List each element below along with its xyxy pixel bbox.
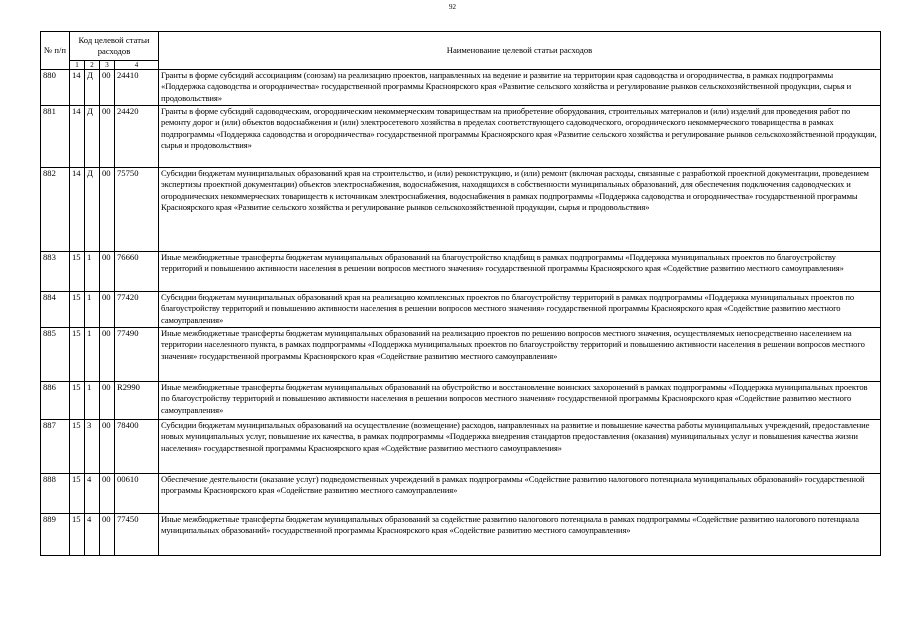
table-row	[41, 474, 881, 514]
table-row	[41, 382, 881, 420]
code-program: 14	[70, 168, 85, 252]
code-program: 15	[70, 420, 85, 474]
code-program: 15	[70, 292, 85, 328]
budget-table	[40, 31, 881, 556]
code-direction: 76660	[115, 252, 159, 292]
row-number: 884	[41, 292, 70, 328]
code-direction: 24410	[115, 70, 159, 106]
table-row	[41, 292, 881, 328]
row-number: 887	[41, 420, 70, 474]
header-row	[41, 32, 881, 61]
table-row	[41, 70, 881, 106]
code-program: 15	[70, 382, 85, 420]
code-program: 15	[70, 328, 85, 382]
code-program: 15	[70, 474, 85, 514]
row-number: 889	[41, 514, 70, 556]
expense-description: Гранты в форме субсидий ассоциациям (союзам) на реализацию проектов, направленных на ведение и развитие на территории края садоводства и огородничества, в рамках подпрограммы «Поддержка садоводства и огородничества» государственной программы Красноярского края «Развитие сельского хозяйства и регулирование рынков сельскохозяйственной продукции, сырья и продовольствия»	[159, 70, 881, 106]
page-number: 92	[449, 3, 456, 11]
expense-description: Гранты в форме субсидий садоводческим, огородническим некоммерческим товариществам на приобретение оборудования, строительных материалов и (или) изделий для проведения работ по ремонту дорог и (или) объектов водоснабжения и (или) электросетевого хозяйства в пределах соответствующего садоводческого, огороднического некоммерческого товарищества в рамках подпрограммы «Поддержка садоводства и огородничества» государственной программы Красноярского края «Развитие сельского хозяйства и регулирование рынков сельскохозяйственной продукции, сырья и продовольствия»	[159, 106, 881, 168]
code-direction: 75750	[115, 168, 159, 252]
code-subprogram: Д	[85, 168, 100, 252]
table-row	[41, 328, 881, 382]
code-direction: R2990	[115, 382, 159, 420]
expense-description: Обеспечение деятельности (оказание услуг) подведомственных учреждений в рамках подпрограммы «Содействие развитию налогового потенциала муниципальных образований» государственной программы Красноярского края «Содействие развитию местного самоуправления»	[159, 474, 881, 514]
code-direction: 77450	[115, 514, 159, 556]
table-row	[41, 514, 881, 556]
col-number: 1	[70, 61, 85, 70]
code-program: 14	[70, 70, 85, 106]
code-direction: 24420	[115, 106, 159, 168]
code-event: 00	[100, 168, 115, 252]
code-subprogram: 4	[85, 474, 100, 514]
expense-description: Иные межбюджетные трансферты бюджетам муниципальных образований на реализацию проектов по решению вопросов местного значения, осуществляемых непосредственно населением на территории населенного пункта, в рамках подпрограммы «Поддержка муниципальных проектов по благоустройству территорий и повышению активности населения в решении вопросов местного значения» государственной программы Красноярского края «Содействие развитию местного самоуправления»	[159, 328, 881, 382]
code-program: 15	[70, 514, 85, 556]
code-direction: 77420	[115, 292, 159, 328]
code-direction: 78400	[115, 420, 159, 474]
code-direction: 00610	[115, 474, 159, 514]
expense-description: Субсидии бюджетам муниципальных образований края на реализацию комплексных проектов по благоустройству территорий в рамках подпрограммы «Поддержка муниципальных проектов по благоустройству территорий и повышению активности населения в решении вопросов местного значения» государственной программы Красноярского края «Содействие развитию местного самоуправления»	[159, 292, 881, 328]
code-event: 00	[100, 474, 115, 514]
table-row	[41, 420, 881, 474]
code-direction: 77490	[115, 328, 159, 382]
row-number: 881	[41, 106, 70, 168]
expense-description: Субсидии бюджетам муниципальных образований края на строительство, и (или) реконструкцию, и (или) ремонт (включая расходы, связанные с разработкой проектной документации, проведением экспертизы проектной документации) объектов электроснабжения, водоснабжения, находящихся в собственности муниципальных образований, для обеспечения подключения садоводческих и огороднических некоммерческих товариществ к источникам электроснабжения, водоснабжения в рамках подпрограммы «Поддержка садоводства и огородничества» государственной программы Красноярского края «Развитие сельского хозяйства и регулирование рынков сельскохозяйственной продукции, сырья и продовольствия»	[159, 168, 881, 252]
table-row	[41, 106, 881, 168]
code-subprogram: 1	[85, 292, 100, 328]
row-number: 886	[41, 382, 70, 420]
code-event: 00	[100, 70, 115, 106]
code-event: 00	[100, 292, 115, 328]
header-code: Код целевой статьи расходов	[70, 32, 159, 61]
expense-description: Иные межбюджетные трансферты бюджетам муниципальных образований за содействие развитию налогового потенциала в рамках подпрограммы «Содействие развитию налогового потенциала муниципальных образований» государственной программы Красноярского края «Содействие развитию местного самоуправления»	[159, 514, 881, 556]
expense-description: Иные межбюджетные трансферты бюджетам муниципальных образований на обустройство и восстановление воинских захоронений в рамках подпрограммы «Поддержка муниципальных проектов по благоустройству территорий и повышению активности населения в решении вопросов местного значения» государственной программы Красноярского края «Содействие развитию местного самоуправления»	[159, 382, 881, 420]
code-event: 00	[100, 328, 115, 382]
code-subprogram: 4	[85, 514, 100, 556]
code-event: 00	[100, 382, 115, 420]
code-subprogram: 1	[85, 328, 100, 382]
header-num: № п/п	[41, 32, 70, 70]
row-number: 880	[41, 70, 70, 106]
expense-description: Иные межбюджетные трансферты бюджетам муниципальных образований на благоустройство кладбищ в рамках подпрограммы «Поддержка муниципальных проектов по благоустройству территорий и повышению активности населения в решении вопросов местного значения» государственной программы Красноярского края «Содействие развитию местного самоуправления»	[159, 252, 881, 292]
expense-description: Субсидии бюджетам муниципальных образований на осуществление (возмещение) расходов, направленных на развитие и повышение качества работы муниципальных учреждений, предоставление новых муниципальных услуг, повышение их качества, в рамках подпрограммы «Поддержка внедрения стандартов предоставления (оказания) муниципальных услуг и повышения качества жизни населения» государственной программы Красноярского края «Содействие развитию местного самоуправления»	[159, 420, 881, 474]
row-number: 883	[41, 252, 70, 292]
code-subprogram: 1	[85, 252, 100, 292]
code-program: 15	[70, 252, 85, 292]
header-name: Наименование целевой статьи расходов	[159, 32, 881, 70]
code-subprogram: 1	[85, 382, 100, 420]
row-number: 882	[41, 168, 70, 252]
code-event: 00	[100, 252, 115, 292]
code-program: 14	[70, 106, 85, 168]
code-event: 00	[100, 106, 115, 168]
col-number: 2	[85, 61, 100, 70]
col-number: 4	[115, 61, 159, 70]
code-event: 00	[100, 420, 115, 474]
col-number: 3	[100, 61, 115, 70]
code-event: 00	[100, 514, 115, 556]
row-number: 885	[41, 328, 70, 382]
code-subprogram: 3	[85, 420, 100, 474]
row-number: 888	[41, 474, 70, 514]
code-subprogram: Д	[85, 70, 100, 106]
table-row	[41, 252, 881, 292]
table-row	[41, 168, 881, 252]
code-subprogram: Д	[85, 106, 100, 168]
